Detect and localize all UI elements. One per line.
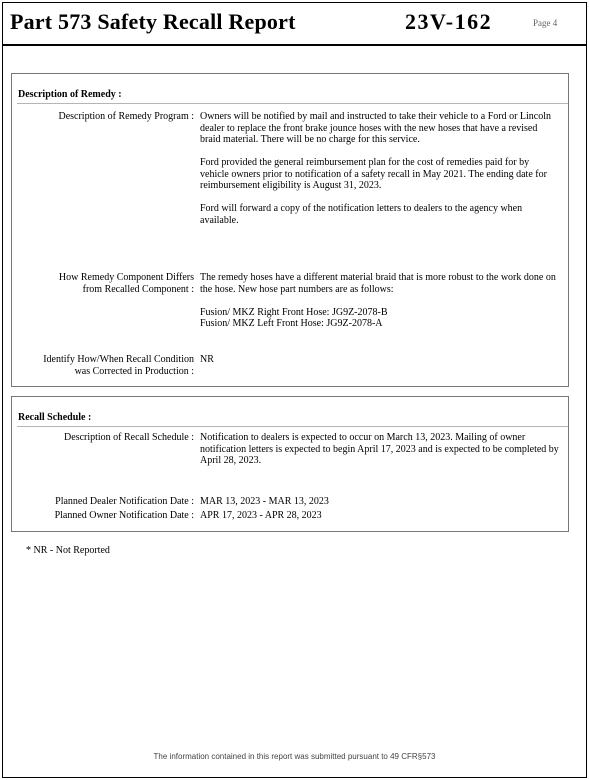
page-footer: The information contained in this report was submitted pursuant to 49 CFR§573 [153, 752, 436, 761]
production-correction-label-line: Identify How/When Recall Condition [43, 354, 194, 365]
remedy-program-paragraph: Ford provided the general reimbursement plan for the cost of remedies paid for by vehicle owners prior to notification of a safety recall in May 2021. The ending date for reimbursement eligibility is August 31, 2023. [200, 157, 547, 191]
production-correction-label [12, 354, 194, 377]
remedy-program-paragraph: Ford will forward a copy of the notification letters to dealers to the agency when available. [200, 203, 523, 226]
dealer-notification-value: MAR 13, 2023 - MAR 13, 2023 [200, 496, 329, 507]
production-correction-label-line: was Corrected in Production : [74, 365, 194, 377]
schedule-description-value: Notification to dealers is expected to occur on March 13, 2023. Mailing of owner notification letters is expected to begin April 17, 2023 and is expected to be completed by April 28, 2023. [200, 432, 559, 466]
section-divider [17, 103, 568, 104]
owner-notification-value: APR 17, 2023 - APR 28, 2023 [200, 510, 322, 521]
component-differs-label-line: How Remedy Component Differs [58, 272, 194, 283]
part-number-right: Fusion/ MKZ Right Front Hose: JG9Z-2078-B [200, 306, 388, 318]
schedule-heading: Recall Schedule : [18, 412, 92, 423]
part-number-left: Fusion/ MKZ Left Front Hose: JG9Z-2078-A [200, 318, 383, 329]
remedy-section [11, 73, 569, 387]
footnote: * NR - Not Reported [26, 545, 110, 556]
remedy-program-label: Description of Remedy Program : [58, 111, 194, 122]
production-correction-value: NR [200, 354, 214, 365]
schedule-description-label: Description of Recall Schedule : [64, 432, 194, 443]
schedule-section [11, 396, 569, 532]
component-differs-label-line: from Recalled Component : [82, 283, 194, 295]
page-number: Page 4 [533, 18, 558, 28]
remedy-program-value [200, 111, 560, 226]
component-differs-label [12, 272, 194, 295]
report-title: Part 573 Safety Recall Report [10, 9, 296, 34]
remedy-heading: Description of Remedy : [18, 89, 122, 100]
report-header [3, 3, 586, 46]
dealer-notification-label: Planned Dealer Notification Date : [55, 496, 194, 507]
recall-id: 23V-162 [405, 9, 493, 34]
component-differs-value [200, 272, 560, 330]
component-differs-paragraph: The remedy hoses have a different material braid that is more robust to the work done on the hose. New hose part numbers are as follows: [200, 272, 556, 295]
section-divider [17, 426, 568, 427]
remedy-program-paragraph: Owners will be notified by mail and instructed to take their vehicle to a Ford or Lincoln dealer to replace the front brake jounce hoses with the new hoses that have a revised braid material. There will be no charge for this service. [200, 111, 552, 145]
owner-notification-label: Planned Owner Notification Date : [54, 510, 194, 521]
